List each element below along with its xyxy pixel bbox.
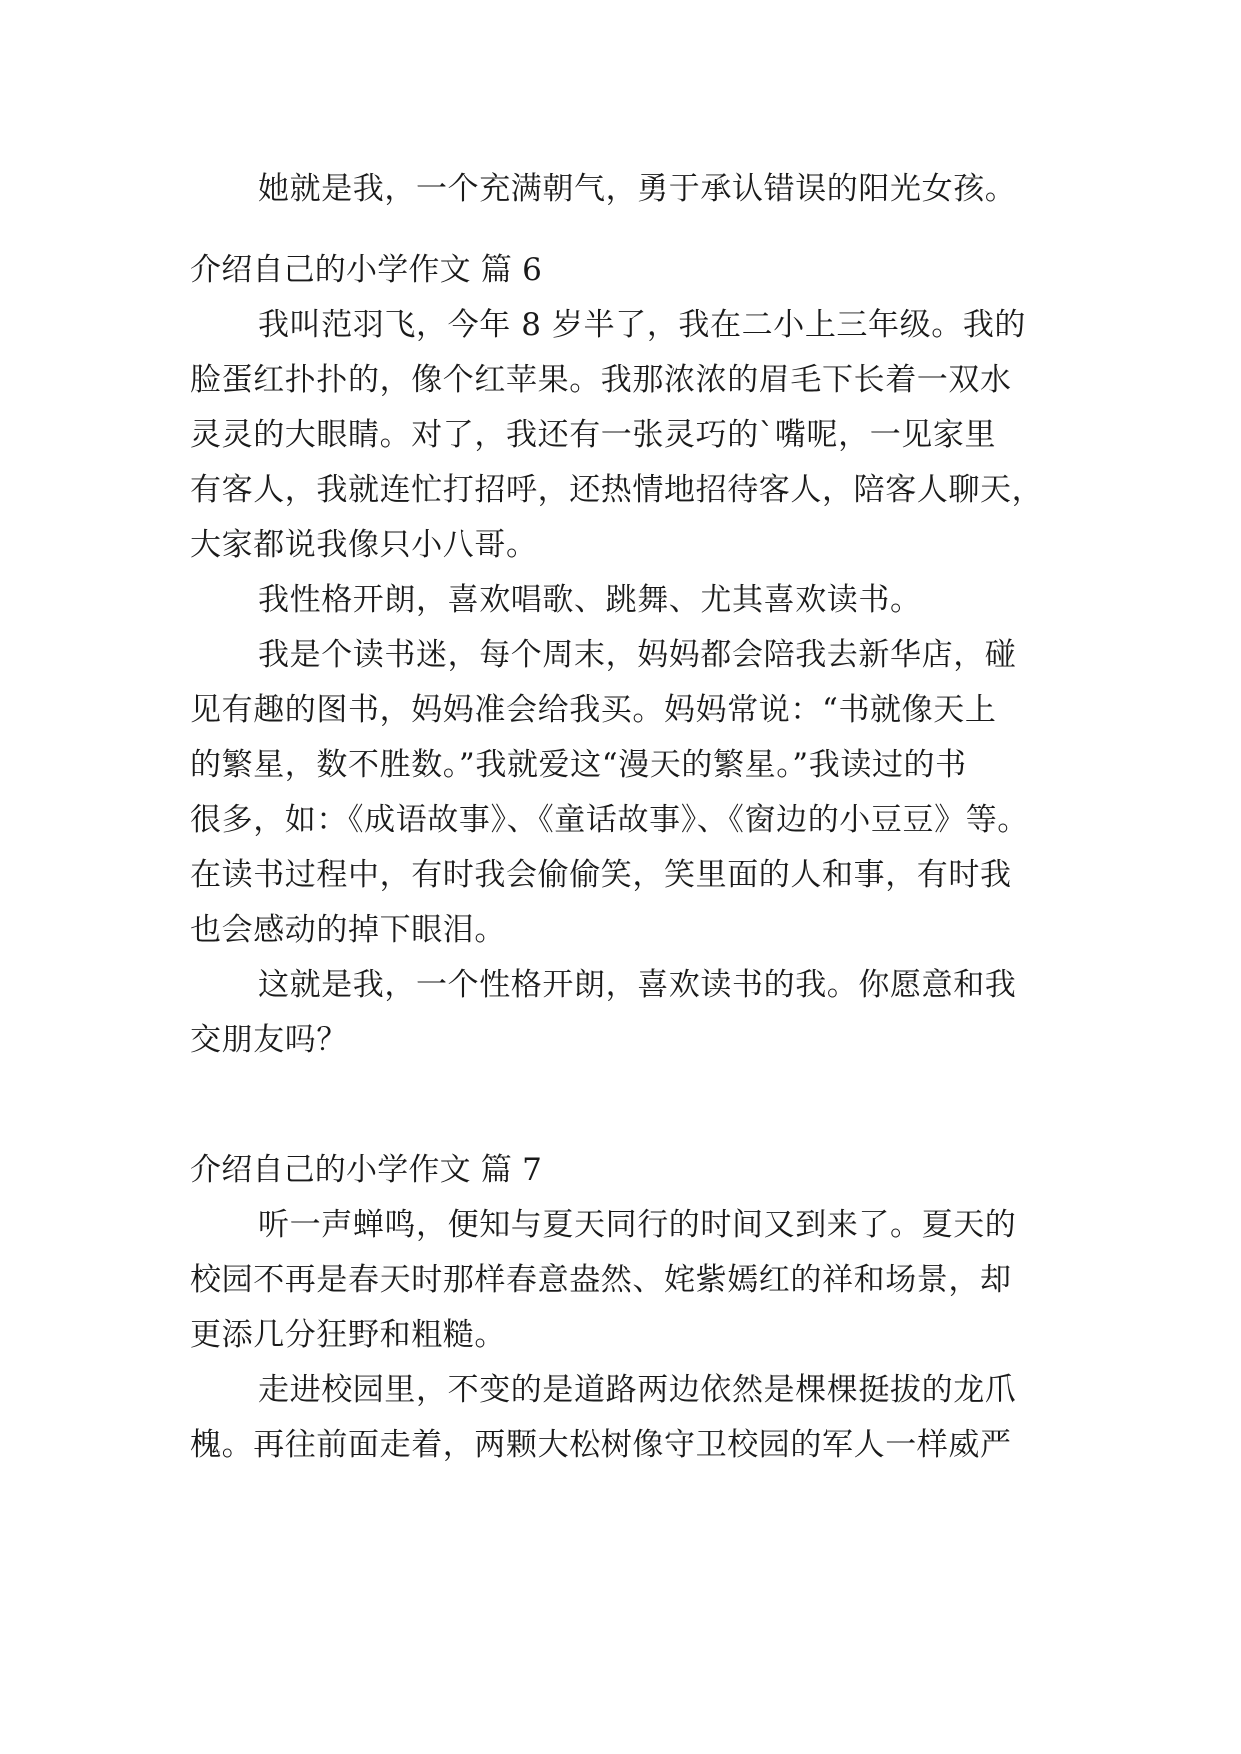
section-heading-7: 介绍自己的小学作文 篇 7 — [190, 1152, 543, 1188]
paragraph-line: 槐。再往前面走着，两颗大松树像守卫校园的军人一样威严 — [190, 1427, 1012, 1463]
paragraph-line: 我叫范羽飞，今年 8 岁半了，我在二小上三年级。我的 — [258, 307, 1027, 343]
paragraph-line: 见有趣的图书，妈妈准会给我买。妈妈常说：“书就像天上 — [190, 692, 997, 728]
paragraph-line: 她就是我，一个充满朝气，勇于承认错误的阳光女孩。 — [258, 171, 1017, 207]
paragraph-line: 更添几分狂野和粗糙。 — [190, 1317, 506, 1353]
paragraph-line: 很多，如：《成语故事》、《童话故事》、《窗边的小豆豆》等。 — [190, 802, 1029, 838]
paragraph-line: 灵灵的大眼睛。对了，我还有一张灵巧的`嘴呢，一见家里 — [190, 417, 997, 453]
paragraph-line: 走进校园里，不变的是道路两边依然是棵棵挺拔的龙爪 — [258, 1372, 1017, 1408]
paragraph-line: 我性格开朗，喜欢唱歌、跳舞、尤其喜欢读书。 — [258, 582, 922, 618]
paragraph-line: 大家都说我像只小八哥。 — [190, 527, 538, 563]
paragraph-line: 脸蛋红扑扑的，像个红苹果。我那浓浓的眉毛下长着一双水 — [190, 362, 1012, 398]
paragraph-line: 的繁星，数不胜数。”我就爱这“漫天的繁星。”我读过的书 — [190, 747, 967, 783]
paragraph-line: 交朋友吗？ — [190, 1022, 348, 1058]
paragraph-line: 有客人，我就连忙打招呼，还热情地招待客人，陪客人聊天， — [190, 472, 1044, 508]
paragraph-line: 我是个读书迷，每个周末，妈妈都会陪我去新华店，碰 — [258, 637, 1017, 673]
section-heading-6: 介绍自己的小学作文 篇 6 — [190, 252, 543, 288]
paragraph-line: 这就是我，一个性格开朗，喜欢读书的我。你愿意和我 — [258, 967, 1017, 1003]
paragraph-line: 在读书过程中，有时我会偷偷笑，笑里面的人和事，有时我 — [190, 857, 1012, 893]
paragraph-line: 校园不再是春天时那样春意盎然、姹紫嫣红的祥和场景，却 — [190, 1262, 1012, 1298]
paragraph-line: 也会感动的掉下眼泪。 — [190, 912, 506, 948]
paragraph-line: 听一声蝉鸣，便知与夏天同行的时间又到来了。夏天的 — [258, 1207, 1017, 1243]
